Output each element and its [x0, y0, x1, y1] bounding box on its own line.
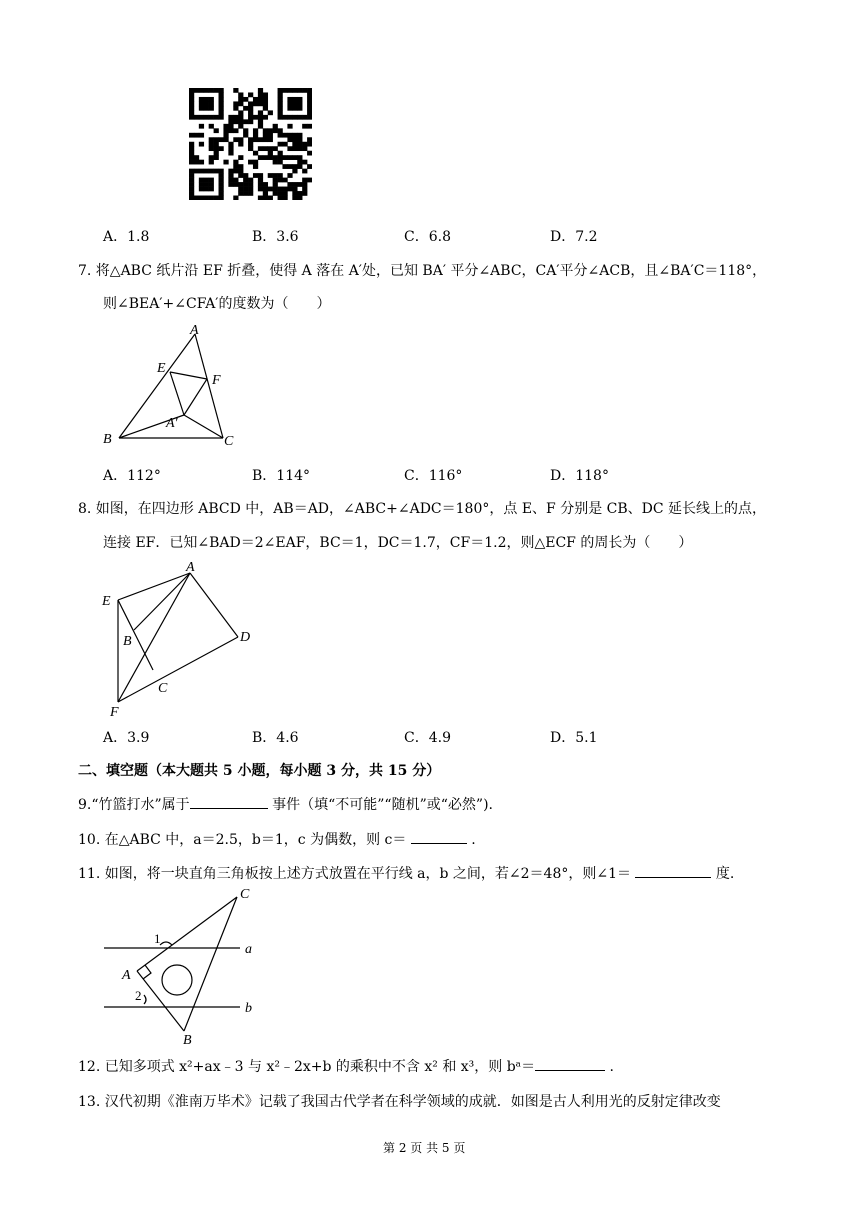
q7-stem-line1: 7. 将△ABC 纸片沿 EF 折叠，使得 A 落在 A′处，已知 BA′ 平分∠ABC，CA′平分∠ACB，且∠BA′C＝118°， [78, 263, 767, 279]
q8-label-b: B [123, 634, 132, 649]
q7-label-a-prime: A′ [166, 416, 178, 431]
q8-option-b: B．4.6 [252, 730, 299, 746]
q10-stem [78, 829, 476, 849]
q6-option-c: C．6.8 [404, 229, 451, 245]
q8-stem-line2: 连接 EF．已知∠BAD＝2∠EAF，BC＝1，DC＝1.7，CF＝1.2，则△ECF 的周长为（ ） [103, 535, 693, 551]
q7-option-d: D．118° [550, 468, 609, 484]
q9-text-before: 9.“竹篮打水”属于 [78, 797, 190, 813]
q7-label-a: A [190, 323, 199, 338]
q8-label-e: E [102, 594, 111, 609]
q9-answer-blank[interactable] [190, 794, 268, 809]
q11-label-c: C [240, 887, 250, 902]
q11-answer-blank[interactable] [635, 863, 711, 878]
q8-stem-line1: 8. 如图，在四边形 ABCD 中，AB＝AD，∠ABC+∠ADC＝180°，点 E、F 分别是 CB、DC 延长线上的点， [78, 501, 767, 517]
q7-option-a: A．112° [103, 468, 161, 484]
q12-text-after: . [605, 1059, 614, 1075]
q11-stem [78, 863, 734, 883]
q10-text-after: . [466, 832, 476, 848]
q7-label-b: B [103, 432, 112, 447]
q12-answer-blank[interactable] [535, 1056, 605, 1071]
q8-label-f: F [110, 705, 119, 720]
q11-label-b-vertex: B [183, 1033, 192, 1048]
q11-text-before: 11. 如图，将一块直角三角板按上述方式放置在平行线 a，b 之间，若∠2＝48°，则∠1＝ [78, 866, 636, 882]
q6-option-b: B．3.6 [252, 229, 299, 245]
q8-label-c: C [158, 681, 168, 696]
q12-text-before: 12. 已知多项式 x²+ax﹣3 与 x²﹣2x+b 的乘积中不含 x² 和 x³，则 bᵃ＝ [78, 1059, 536, 1075]
q11-text-after: 度. [711, 866, 735, 882]
q7-label-e: E [157, 361, 166, 376]
q6-option-a: A．1.8 [103, 229, 150, 245]
q10-text-before: 10. 在△ABC 中，a＝2.5，b＝1，c 为偶数，则 c＝ [78, 832, 411, 848]
q10-answer-blank[interactable] [411, 829, 467, 844]
q8-quadrilateral-figure [98, 556, 260, 722]
q11-label-b-line: b [245, 1001, 252, 1016]
q6-option-d: D．7.2 [550, 229, 598, 245]
q13-stem: 13. 汉代初期《淮南万毕术》记载了我国古代学者在科学领域的成就．如图是古人利用光的反射定律改变 [78, 1094, 721, 1110]
q7-option-c: C．116° [404, 468, 463, 484]
q8-label-d: D [240, 630, 251, 645]
q7-triangle-figure [100, 322, 240, 452]
q11-label-angle-1: 1 [154, 931, 161, 946]
q7-option-b: B．114° [252, 468, 311, 484]
q9-stem [78, 794, 493, 814]
section-title: 二、填空题（本大题共 5 小题，每小题 3 分，共 15 分） [78, 763, 441, 779]
q7-stem-line2: 则∠BEA′+∠CFA′的度数为（ ） [103, 296, 331, 312]
q11-label-angle-2: 2 [135, 988, 142, 1003]
q8-label-a: A [186, 560, 195, 575]
q11-parallel-lines-figure [100, 887, 270, 1049]
page-footer: 第 2 页 共 5 页 [383, 1141, 466, 1155]
q8-option-a: A．3.9 [103, 730, 150, 746]
q11-label-a-line: a [245, 942, 252, 957]
q8-option-d: D．5.1 [550, 730, 598, 746]
q9-text-after: 事件（填“不可能”“随机”或“必然”). [267, 797, 493, 813]
q7-label-c: C [224, 434, 234, 449]
q12-stem [78, 1056, 614, 1076]
qr-code-image [189, 88, 312, 200]
q8-option-c: C．4.9 [404, 730, 451, 746]
q11-label-a-vertex: A [122, 968, 131, 983]
q7-label-f: F [212, 373, 221, 388]
